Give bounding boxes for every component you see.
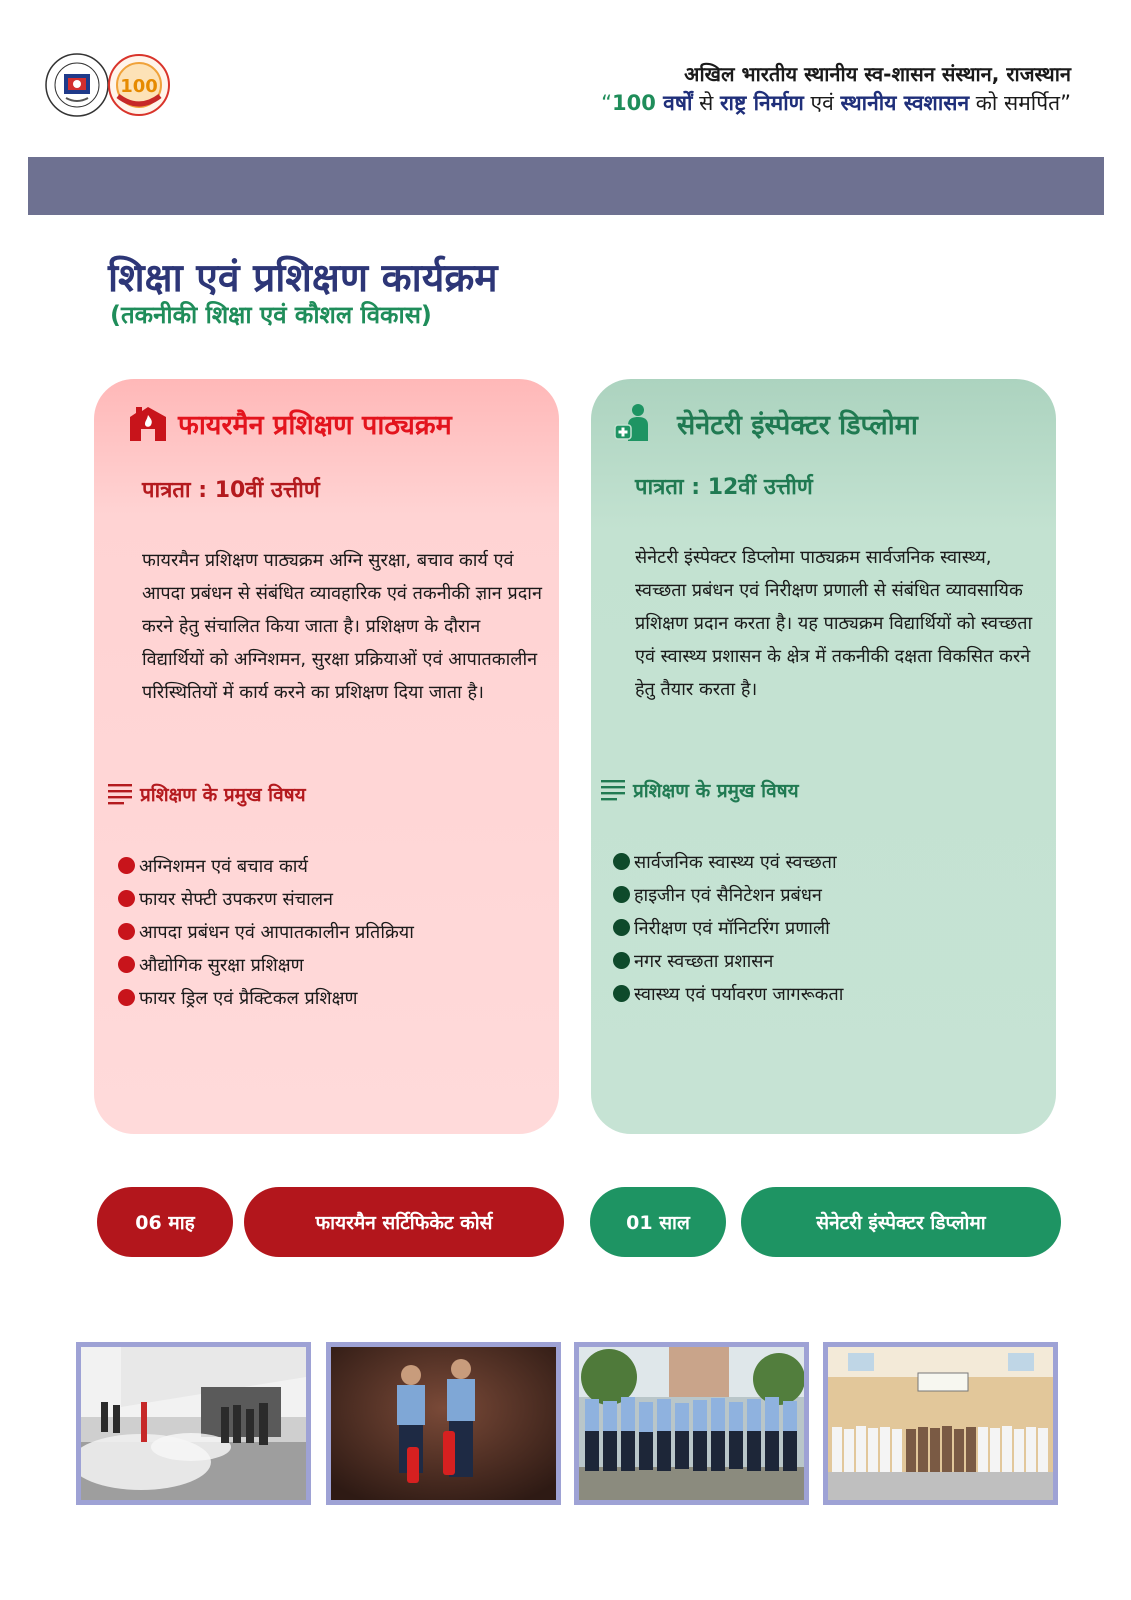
trainees-group-photo (574, 1342, 809, 1505)
fire-drill-photo (76, 1342, 311, 1505)
bullet-dot (613, 919, 630, 936)
list-item (118, 849, 414, 882)
header-logos (44, 52, 174, 124)
topic-text: फायर ड्रिल एवं प्रैक्टिकल प्रशिक्षण (139, 987, 358, 1009)
topic-text: नगर स्वच्छता प्रशासन (634, 950, 774, 972)
bullet-dot (118, 890, 135, 907)
list-item (613, 977, 843, 1010)
topic-text: अग्निशमन एवं बचाव कार्य (139, 855, 308, 877)
fireman-topics-heading (108, 781, 306, 807)
bullet-dot (613, 853, 630, 870)
fireman-course-card (94, 379, 559, 1134)
extinguisher-demo-photo (326, 1342, 561, 1505)
list-item (613, 845, 843, 878)
list-item (118, 981, 414, 1014)
bullet-dot (613, 886, 630, 903)
list-item (613, 944, 843, 977)
topic-text: फायर सेफ्टी उपकरण संचालन (139, 888, 334, 910)
fire-station-icon (128, 403, 168, 443)
topic-text: आपदा प्रबंधन एवं आपातकालीन प्रतिक्रिया (139, 921, 414, 943)
topic-text: स्वास्थ्य एवं पर्यावरण जागरूकता (634, 983, 844, 1005)
list-item (118, 882, 414, 915)
biomedical-waste-visit-photo (823, 1342, 1058, 1505)
fireman-card-title: फायरमैन प्रशिक्षण पाठ्यक्रम (178, 409, 452, 441)
sanitary-card-header (613, 399, 918, 447)
bullet-dot (118, 923, 135, 940)
topic-text: सार्वजनिक स्वास्थ्य एवं स्वच्छता (634, 851, 837, 873)
list-icon (108, 783, 132, 805)
page-title: शिक्षा एवं प्रशिक्षण कार्यक्रम (108, 256, 498, 301)
fireman-topics-list (118, 849, 414, 1014)
fireman-card-header (128, 399, 452, 447)
fireman-description: फायरमैन प्रशिक्षण पाठ्यक्रम अग्नि सुरक्षा, बचाव कार्य एवं आपदा प्रबंधन से संबंधित व्यावहारिक एवं तकनीकी ज्ञान प्रदान करने हेतु संचालित किया जाता है। प्रशिक्षण के दौरान विद्यार्थियों को अग्निशमन, सुरक्षा प्रक्रियाओं एवं आपातकालीन परिस्थितियों में कार्य करने का प्रशिक्षण दिया जाता है। (142, 550, 542, 703)
bullet-dot (118, 989, 135, 1006)
bullet-dot (118, 857, 135, 874)
list-item (118, 915, 414, 948)
fireman-topics-heading-text: प्रशिक्षण के प्रमुख विषय (140, 784, 306, 806)
bullet-dot (613, 985, 630, 1002)
sanitary-topics-heading-text: प्रशिक्षण के प्रमुख विषय (633, 780, 799, 802)
bullet-dot (613, 952, 630, 969)
header-banner (28, 157, 1104, 215)
health-worker-icon (613, 403, 653, 443)
list-item (613, 878, 843, 911)
institute-motto: “100 वर्षों से राष्ट्र निर्माण एवं स्थानीय स्वशासन को समर्पित” (601, 91, 1071, 115)
sanitary-eligibility: पात्रता : 12वीं उत्तीर्ण (635, 475, 813, 500)
centenary-logo (106, 52, 172, 118)
sanitary-card-title: सेनेटरी इंस्पेक्टर डिप्लोमा (677, 409, 918, 441)
fireman-course-badge: फायरमैन सर्टिफिकेट कोर्स (244, 1187, 564, 1257)
bullet-dot (118, 956, 135, 973)
institute-name: अखिल भारतीय स्थानीय स्व-शासन संस्थान, राजस्थान (684, 62, 1071, 86)
sanitary-description: सेनेटरी इंस्पेक्टर डिप्लोमा पाठ्यक्रम सार्वजनिक स्वास्थ्य, स्वच्छता प्रबंधन एवं निरीक्षण प्रणाली से संबंधित व्यावसायिक प्रशिक्षण प्रदान करता है। यह पाठ्यक्रम विद्यार्थियों को स्वच्छता एवं स्वास्थ्य प्रशासन के क्षेत्र में तकनीकी दक्षता विकसित करने हेतु तैयार करता है। (635, 547, 1033, 700)
topic-text: हाइजीन एवं सैनिटेशन प्रबंधन (634, 884, 822, 906)
list-item (118, 948, 414, 981)
page-subtitle: (तकनीकी शिक्षा एवं कौशल विकास) (110, 301, 432, 329)
fireman-duration-badge: 06 माह (97, 1187, 233, 1257)
fireman-eligibility: पात्रता : 10वीं उत्तीर्ण (142, 478, 320, 503)
sanitary-topics-heading (601, 777, 799, 803)
topic-text: निरीक्षण एवं मॉनिटरिंग प्रणाली (634, 917, 830, 939)
list-icon (601, 779, 625, 801)
sanitary-course-card (591, 379, 1056, 1134)
sanitary-duration-badge: 01 साल (590, 1187, 726, 1257)
sanitary-course-badge: सेनेटरी इंस्पेक्टर डिप्लोमा (741, 1187, 1061, 1257)
aiilsg-logo (44, 52, 110, 118)
svg-text:100: 100 (120, 76, 158, 97)
topic-text: औद्योगिक सुरक्षा प्रशिक्षण (139, 954, 304, 976)
list-item (613, 911, 843, 944)
sanitary-topics-list (613, 845, 843, 1010)
